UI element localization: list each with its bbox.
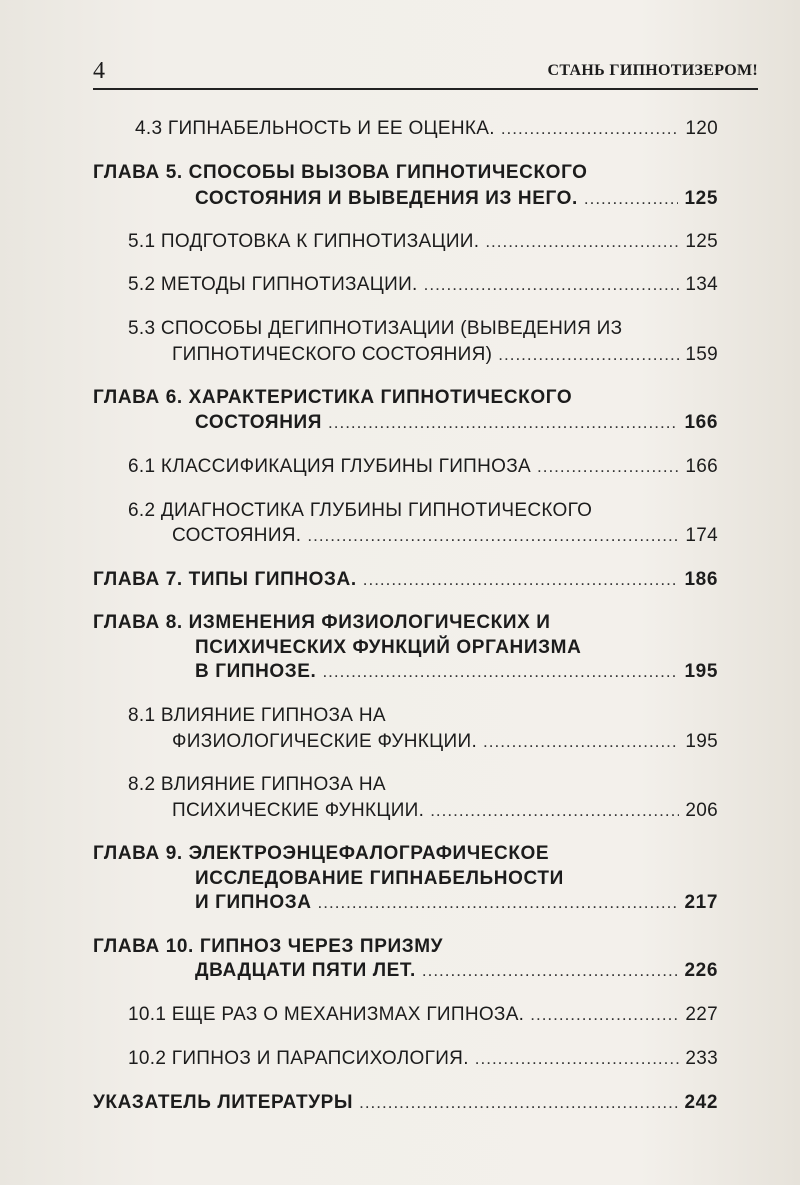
toc-page-number: 195 — [685, 731, 718, 752]
toc-entry-4-3 — [135, 118, 718, 140]
toc-chapter-8 — [195, 661, 718, 683]
toc-entry-title: 4.3 ГИПНАБЕЛЬНОСТЬ И ЕЕ ОЦЕНКА. — [135, 118, 495, 139]
page-header — [93, 58, 758, 90]
leader-dots — [359, 1093, 678, 1113]
leader-dots — [501, 119, 680, 139]
leader-dots — [483, 732, 679, 752]
toc-entry-title: 10.2 ГИПНОЗ И ПАРАПСИХОЛОГИЯ. — [128, 1048, 469, 1069]
leader-dots — [475, 1049, 680, 1069]
toc-entry-title: ДВАДЦАТИ ПЯТИ ЛЕТ. — [195, 960, 416, 981]
toc-page-number: 120 — [685, 118, 718, 139]
leader-dots — [530, 1005, 679, 1025]
running-title: СТАНЬ ГИПНОТИЗЕРОМ! — [547, 62, 758, 79]
page-number: 4 — [93, 58, 105, 84]
toc-entry-title: ГИПНОТИЧЕСКОГО СОСТОЯНИЯ) — [172, 344, 493, 365]
toc-references — [93, 1092, 718, 1114]
toc-entry-5-3-line1: 5.3 СПОСОБЫ ДЕГИПНОТИЗАЦИИ (ВЫВЕДЕНИЯ ИЗ — [128, 318, 623, 339]
toc-page-number: 125 — [684, 188, 718, 209]
toc-entry-title: 5.1 ПОДГОТОВКА К ГИПНОТИЗАЦИИ. — [128, 231, 480, 252]
toc-page-number: 166 — [685, 456, 718, 477]
toc-chapter-5 — [195, 188, 718, 210]
toc-entry-6-1 — [128, 456, 718, 478]
toc-entry-title: СОСТОЯНИЯ — [195, 412, 323, 433]
toc-entry-title: 6.1 КЛАССИФИКАЦИЯ ГЛУБИНЫ ГИПНОЗА — [128, 456, 531, 477]
toc-page-number: 217 — [684, 892, 718, 913]
toc-entry-title: УКАЗАТЕЛЬ ЛИТЕРАТУРЫ — [93, 1092, 354, 1113]
leader-dots — [485, 232, 679, 252]
toc-entry-5-3 — [172, 344, 718, 366]
toc-page-number: 134 — [685, 274, 718, 295]
toc-chapter-6-line1: ГЛАВА 6. ХАРАКТЕРИСТИКА ГИПНОТИЧЕСКОГО — [93, 387, 573, 408]
toc-entry-8-2 — [172, 800, 718, 822]
toc-entry-5-2 — [128, 274, 718, 296]
toc-page-number: 186 — [684, 569, 718, 590]
toc-chapter-9-line1: ГЛАВА 9. ЭЛЕКТРОЭНЦЕФАЛОГРАФИЧЕСКОЕ — [93, 843, 550, 864]
toc-entry-title: ПСИХИЧЕСКИЕ ФУНКЦИИ. — [172, 800, 425, 821]
leader-dots — [498, 345, 679, 365]
toc-chapter-9 — [195, 892, 718, 914]
toc-entry-title: ГЛАВА 7. ТИПЫ ГИПНОЗА. — [93, 569, 357, 590]
toc-chapter-10-line1: ГЛАВА 10. ГИПНОЗ ЧЕРЕЗ ПРИЗМУ — [93, 936, 444, 957]
leader-dots — [363, 570, 679, 590]
toc-entry-title: В ГИПНОЗЕ. — [195, 661, 317, 682]
toc-chapter-9-line2: ИССЛЕДОВАНИЕ ГИПНАБЕЛЬНОСТИ — [195, 868, 564, 889]
toc-entry-8-1 — [172, 731, 718, 753]
toc-page-number: 195 — [684, 661, 718, 682]
toc-page-number: 242 — [684, 1092, 718, 1113]
toc-chapter-7 — [93, 569, 718, 591]
toc-page-number: 159 — [685, 344, 718, 365]
toc-entry-title: СОСТОЯНИЯ. — [172, 525, 302, 546]
toc-page-number: 227 — [685, 1004, 718, 1025]
toc-entry-10-2 — [128, 1048, 718, 1070]
toc-page-number: 174 — [685, 525, 718, 546]
toc-entry-title: И ГИПНОЗА — [195, 892, 312, 913]
toc-page-number: 226 — [684, 960, 718, 981]
leader-dots — [328, 413, 678, 433]
toc-chapter-5-line1: ГЛАВА 5. СПОСОБЫ ВЫЗОВА ГИПНОТИЧЕСКОГО — [93, 162, 588, 183]
toc-chapter-6 — [195, 412, 718, 434]
leader-dots — [537, 457, 679, 477]
toc-entry-10-1 — [128, 1004, 718, 1026]
toc-page-number: 206 — [685, 800, 718, 821]
leader-dots — [322, 662, 678, 682]
toc-entry-6-2 — [172, 525, 718, 547]
toc-entry-title: ФИЗИОЛОГИЧЕСКИЕ ФУНКЦИИ. — [172, 731, 478, 752]
toc-entry-8-1-line1: 8.1 ВЛИЯНИЕ ГИПНОЗА НА — [128, 705, 386, 726]
leader-dots — [430, 801, 679, 821]
toc-chapter-8-line1: ГЛАВА 8. ИЗМЕНЕНИЯ ФИЗИОЛОГИЧЕСКИХ И — [93, 612, 551, 633]
leader-dots — [318, 893, 679, 913]
toc-entry-title: СОСТОЯНИЯ И ВЫВЕДЕНИЯ ИЗ НЕГО. — [195, 188, 578, 209]
toc-page-number: 233 — [685, 1048, 718, 1069]
toc-entry-title: 5.2 МЕТОДЫ ГИПНОТИЗАЦИИ. — [128, 274, 418, 295]
toc-page-number: 125 — [685, 231, 718, 252]
leader-dots — [307, 526, 679, 546]
leader-dots — [584, 189, 679, 209]
leader-dots — [424, 275, 680, 295]
toc-entry-5-1 — [128, 231, 718, 253]
toc-chapter-8-line2: ПСИХИЧЕСКИХ ФУНКЦИЙ ОРГАНИЗМА — [195, 637, 582, 658]
toc-entry-8-2-line1: 8.2 ВЛИЯНИЕ ГИПНОЗА НА — [128, 774, 386, 795]
toc-page-number: 166 — [684, 412, 718, 433]
toc-chapter-10 — [195, 960, 718, 982]
toc-entry-title: 10.1 ЕЩЕ РАЗ О МЕХАНИЗМАХ ГИПНОЗА. — [128, 1004, 525, 1025]
leader-dots — [422, 961, 679, 981]
toc-entry-6-2-line1: 6.2 ДИАГНОСТИКА ГЛУБИНЫ ГИПНОТИЧЕСКОГО — [128, 500, 593, 521]
